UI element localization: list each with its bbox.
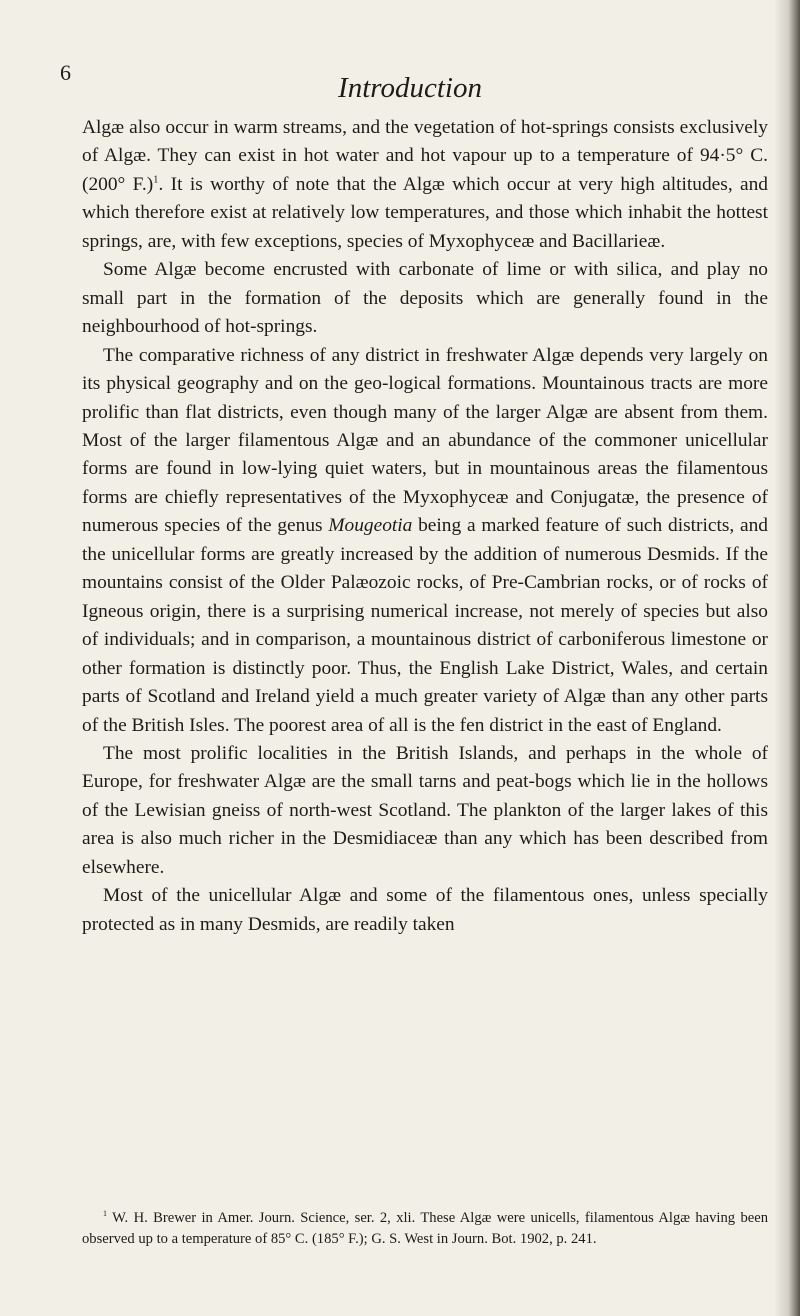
paragraph <box>82 882 768 939</box>
footnote-marker: 1 <box>103 1209 108 1219</box>
text-run: The most prolific localities in the British Islands, and perhaps in the whole of Europe, for freshwater Algæ are the small tarns and peat-bogs which lie in the hollows of the Lewisian gneiss of north-west Scotland. The plankton of the larger lakes of this area is also much richer in the Desmidiaceæ than any which has been described from elsewhere. <box>82 742 768 878</box>
footnote-marker: 1 <box>153 173 159 186</box>
italic-text: Mougeotia <box>328 515 413 537</box>
text-run: The comparative richness of any district in freshwater Algæ depends very largely on its physical geography and on the geo-logical formations. Mountainous tracts are more prolific than flat districts, even though many of the larger Algæ are absent from them. Most of the larger filamentous Algæ and an abundance of the commoner unicellular forms are found in low-lying quiet waters, but in mountainous areas the filamentous forms are chiefly representatives of the Myxophyceæ and Conjugatæ, the presence of numerous species of the genus <box>82 344 768 537</box>
paragraph <box>82 256 768 341</box>
footnote <box>82 1208 768 1249</box>
footnotes <box>82 1208 768 1249</box>
text-run: Most of the unicellular Algæ and some of the filamentous ones, unless specially protected as in many Desmids, are readily taken <box>82 885 768 935</box>
text-run: being a marked feature of such districts, and the unicellular forms are greatly increased by the addition of numerous Desmids. If the mountains consist of the Older Palæozoic rocks, of Pre-Cambrian rocks, or of rocks of Igneous origin, there is a surprising numerical increase, not merely of species but also of individuals; and in comparison, a mountainous district of carboniferous limestone or other formation is distinctly poor. Thus, the English Lake District, Wales, and certain parts of Scotland and Ireland yield a much greater variety of Algæ than any other parts of the British Isles. The poorest area of all is the fen district in the east of England. <box>82 515 768 736</box>
paragraph <box>82 114 768 256</box>
text-run: Algæ also occur in warm streams, and the vegetation of hot-springs consists exclusively of Algæ. They can exist in hot water and hot vapour up to a temperature of 94·5° C. (200° F.) <box>82 117 768 195</box>
text-run: W. H. Brewer in Amer. Journ. Science, ser. 2, xli. These Algæ were unicells, filamentous Algæ having been observed up to a temperature of 85° C. (185° F.); G. S. West in Journ. Bot. 1902, p. 241. <box>82 1210 768 1247</box>
paragraph <box>82 342 768 740</box>
paragraph <box>82 740 768 882</box>
page-edge-shadow <box>774 0 800 1316</box>
text-run: Some Algæ become encrusted with carbonate of lime or with silica, and play no small part in the formation of the deposits which are generally found in the neighbourhood of hot-springs. <box>82 259 768 338</box>
running-title: Introduction <box>338 72 482 104</box>
body-text <box>82 114 768 939</box>
text-run: . It is worthy of note that the Algæ which occur at very high altitudes, and which therefore exist at relatively low temperatures, and those which inhabit the hottest springs, are, with few exceptions, species of Myxophyceæ and Bacillarieæ. <box>82 173 768 252</box>
page-number: 6 <box>60 60 71 85</box>
